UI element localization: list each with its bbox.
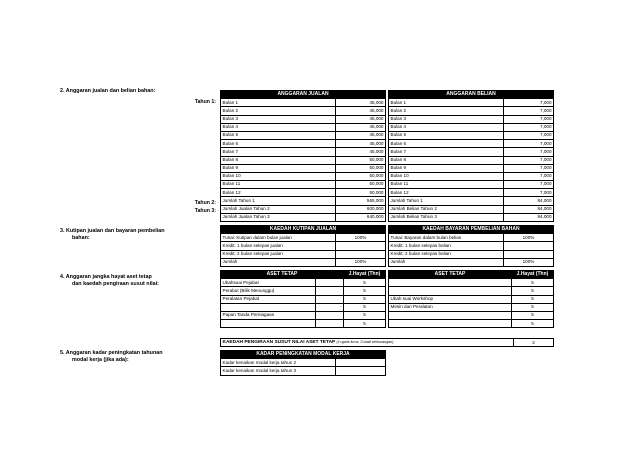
asset-right-row bbox=[389, 287, 554, 295]
sales-row bbox=[221, 205, 386, 213]
sales-value-cell: 50,000 bbox=[336, 172, 386, 180]
asset-left-asset-life-cell: 5 bbox=[344, 279, 386, 287]
working-capital-row bbox=[221, 359, 386, 367]
asset-left-asset-name-cell: Papan Tanda Perniagaan bbox=[221, 311, 316, 319]
payment-row bbox=[389, 250, 554, 258]
asset-left-asset-cost-cell bbox=[316, 279, 344, 287]
sales-value-cell: 45,000 bbox=[336, 140, 386, 148]
asset-right-asset-life-cell: 5 bbox=[512, 311, 554, 319]
depreciation-method-note: (1=garis lurus, 2=baki berkurangan) bbox=[336, 340, 394, 344]
purchase-label-cell: Bulan 11 bbox=[389, 181, 504, 189]
sales-label-cell: Bulan 3 bbox=[221, 115, 336, 123]
purchase-row bbox=[389, 148, 554, 156]
section-5-label bbox=[60, 350, 163, 364]
purchase-value-cell: 7,000 bbox=[504, 148, 554, 156]
asset-right-asset-name-cell bbox=[389, 279, 512, 287]
sales-label-cell: Bulan 5 bbox=[221, 131, 336, 139]
asset-right-asset-life-cell: 5 bbox=[512, 303, 554, 311]
sales-forecast-header: ANGGARAN JUALAN bbox=[221, 91, 386, 99]
sales-label-cell: Bulan 2 bbox=[221, 107, 336, 115]
depreciation-method-table bbox=[220, 338, 554, 347]
collection-row bbox=[221, 242, 386, 250]
section-5-line-1: 5. Anggaran kadar peningkatan tahunan bbox=[60, 350, 163, 356]
asset-life-header-left: J.Hayat (Thn) bbox=[344, 271, 386, 279]
sales-row bbox=[221, 99, 386, 107]
asset-left-asset-cost-cell: - bbox=[316, 303, 344, 311]
collection-method-header: KAEDAH KUTIPAN JUALAN bbox=[221, 226, 386, 234]
payment-method-header: KAEDAH BAYARAN PEMBELIAN BAHAN bbox=[389, 226, 554, 234]
sales-label-cell: Bulan 7 bbox=[221, 148, 336, 156]
purchase-row bbox=[389, 205, 554, 213]
collection-value-cell bbox=[336, 250, 386, 258]
collection-label-cell: Kredit: 1 bulan selepas jualan bbox=[221, 242, 336, 250]
asset-right-asset-name-cell bbox=[389, 311, 512, 319]
payment-value-cell bbox=[504, 242, 554, 250]
working-capital-label-cell: Kadar kenaikan modal kerja tahun 2 bbox=[221, 359, 336, 367]
asset-left-row bbox=[221, 295, 386, 303]
purchase-label-cell: Bulan 1 bbox=[389, 99, 504, 107]
sales-value-cell: 45,000 bbox=[336, 107, 386, 115]
purchase-value-cell: 7,000 bbox=[504, 181, 554, 189]
payment-label-cell: Kredit: 2 bulan selepas belian bbox=[389, 250, 504, 258]
working-capital-value-cell bbox=[336, 359, 386, 367]
purchase-value-cell: 84,000 bbox=[504, 213, 554, 221]
purchase-value-cell: 7,000 bbox=[504, 189, 554, 197]
asset-left-asset-cost-cell bbox=[316, 287, 344, 295]
sales-row bbox=[221, 181, 386, 189]
depreciation-method-text: KAEDAH PENGIRAAN SUSUT NILAI ASET TETAP bbox=[222, 340, 336, 345]
asset-left-row bbox=[221, 279, 386, 287]
asset-right-row bbox=[389, 311, 554, 319]
sales-row bbox=[221, 148, 386, 156]
asset-left-asset-life-cell: 5 bbox=[344, 287, 386, 295]
sales-label-cell: Bulan 1 bbox=[221, 99, 336, 107]
asset-left-asset-name-cell: Ubahsuai Pejabat bbox=[221, 279, 316, 287]
purchase-row bbox=[389, 140, 554, 148]
purchase-value-cell: 7,000 bbox=[504, 172, 554, 180]
purchase-label-cell: Bulan 7 bbox=[389, 148, 504, 156]
purchase-forecast-table bbox=[388, 90, 554, 222]
payment-value-cell bbox=[504, 250, 554, 258]
sales-row bbox=[221, 140, 386, 148]
asset-right-asset-life-cell: 5 bbox=[512, 320, 554, 328]
sales-value-cell: 45,000 bbox=[336, 115, 386, 123]
purchase-row bbox=[389, 189, 554, 197]
sales-label-cell: Jumlah Jualan Tahun 2 bbox=[221, 205, 336, 213]
sales-row bbox=[221, 197, 386, 205]
year-3-label: Tahun 3: bbox=[194, 208, 216, 214]
asset-right-asset-name-cell bbox=[389, 287, 512, 295]
payment-label-cell: Tunai: Bayaran dalam bulan belian bbox=[389, 234, 504, 242]
payment-value-cell: 100% bbox=[504, 234, 554, 242]
purchase-label-cell: Bulan 6 bbox=[389, 140, 504, 148]
purchase-label-cell: Bulan 8 bbox=[389, 156, 504, 164]
payment-method-table bbox=[388, 225, 554, 267]
asset-left-asset-cost-cell bbox=[316, 311, 344, 319]
sales-row bbox=[221, 131, 386, 139]
asset-right-row bbox=[389, 295, 554, 303]
purchase-value-cell: 7,000 bbox=[504, 140, 554, 148]
section-5-line-2: modal kerja (jika ada): bbox=[72, 357, 129, 363]
asset-right-asset-life-cell: 5 bbox=[512, 287, 554, 295]
purchase-row bbox=[389, 156, 554, 164]
asset-left-asset-life-cell: 5 bbox=[344, 320, 386, 328]
purchase-value-cell: 84,000 bbox=[504, 197, 554, 205]
purchase-row bbox=[389, 99, 554, 107]
working-capital-header: KADAR PENINGKATAN MODAL KERJA bbox=[221, 351, 386, 359]
asset-left-row bbox=[221, 287, 386, 295]
section-4-line-1: 4. Anggaran jangka hayat aset tetap bbox=[60, 274, 152, 280]
purchase-label-cell: Bulan 4 bbox=[389, 123, 504, 131]
sales-label-cell: Jumlah Tahun 1 bbox=[221, 197, 336, 205]
asset-left-asset-life-cell: 5 bbox=[344, 311, 386, 319]
purchase-label-cell: Bulan 5 bbox=[389, 131, 504, 139]
working-capital-label-cell: Kadar kenaikan modal kerja tahun 3 bbox=[221, 367, 336, 375]
sales-row bbox=[221, 172, 386, 180]
collection-row bbox=[221, 234, 386, 242]
purchase-label-cell: Bulan 10 bbox=[389, 172, 504, 180]
asset-left-asset-cost-cell bbox=[316, 320, 344, 328]
payment-label-cell: Jumlah bbox=[389, 258, 504, 266]
purchase-value-cell: 7,000 bbox=[504, 164, 554, 172]
purchase-label-cell: Bulan 3 bbox=[389, 115, 504, 123]
purchase-row bbox=[389, 197, 554, 205]
sales-row bbox=[221, 156, 386, 164]
collection-label-cell: Tunai: Kutipan dalam bulan jualan bbox=[221, 234, 336, 242]
sales-row bbox=[221, 213, 386, 221]
collection-method-table bbox=[220, 225, 386, 267]
purchase-value-cell: 7,000 bbox=[504, 107, 554, 115]
sales-row bbox=[221, 123, 386, 131]
purchase-value-cell: 7,000 bbox=[504, 115, 554, 123]
collection-value-cell: 100% bbox=[336, 258, 386, 266]
purchase-label-cell: Bulan 2 bbox=[389, 107, 504, 115]
sales-value-cell: 45,000 bbox=[336, 123, 386, 131]
sales-label-cell: Bulan 6 bbox=[221, 140, 336, 148]
purchase-label-cell: Bulan 12 bbox=[389, 189, 504, 197]
asset-left-asset-name-cell bbox=[221, 303, 316, 311]
payment-row bbox=[389, 234, 554, 242]
purchase-row bbox=[389, 107, 554, 115]
sales-value-cell: 45,000 bbox=[336, 99, 386, 107]
asset-left-asset-name-cell bbox=[221, 320, 316, 328]
purchase-label-cell: Bulan 9 bbox=[389, 164, 504, 172]
section-4-label bbox=[60, 274, 159, 288]
sales-label-cell: Bulan 4 bbox=[221, 123, 336, 131]
sales-label-cell: Bulan 8 bbox=[221, 156, 336, 164]
sales-label-cell: Bulan 12 bbox=[221, 189, 336, 197]
depreciation-method-label bbox=[221, 339, 514, 347]
payment-label-cell: Kredit: 1 bulan selepas belian bbox=[389, 242, 504, 250]
sales-row bbox=[221, 107, 386, 115]
sales-label-cell: Bulan 11 bbox=[221, 181, 336, 189]
asset-right-row bbox=[389, 320, 554, 328]
sales-forecast-table bbox=[220, 90, 386, 222]
asset-left-row bbox=[221, 311, 386, 319]
purchase-value-cell: 7,000 bbox=[504, 123, 554, 131]
collection-value-cell bbox=[336, 242, 386, 250]
purchase-row bbox=[389, 164, 554, 172]
sales-label-cell: Bulan 10 bbox=[221, 172, 336, 180]
payment-row bbox=[389, 242, 554, 250]
sales-value-cell: 45,000 bbox=[336, 148, 386, 156]
fixed-asset-header-left: ASET TETAP bbox=[221, 271, 344, 279]
asset-right-row bbox=[389, 279, 554, 287]
asset-life-header-right: J.Hayat (Thn) bbox=[512, 271, 554, 279]
payment-row bbox=[389, 258, 554, 266]
depreciation-method-value: 2 bbox=[514, 339, 554, 347]
purchase-row bbox=[389, 131, 554, 139]
sales-value-cell: 640,000 bbox=[336, 213, 386, 221]
sales-row bbox=[221, 164, 386, 172]
purchase-value-cell: 7,000 bbox=[504, 131, 554, 139]
asset-left-asset-cost-cell bbox=[316, 295, 344, 303]
asset-left-asset-name-cell: Peralatan Pejabat bbox=[221, 295, 316, 303]
section-4-line-2: dan kaedah pengiraan susut nilai: bbox=[72, 281, 159, 287]
purchase-label-cell: Jumlah Belian Tahun 3 bbox=[389, 213, 504, 221]
year-2-label: Tahun 2: bbox=[194, 200, 216, 206]
asset-left-asset-name-cell: Perabut (Bilik Menunggu) bbox=[221, 287, 316, 295]
collection-row bbox=[221, 250, 386, 258]
sales-value-cell: 45,000 bbox=[336, 131, 386, 139]
sales-row bbox=[221, 115, 386, 123]
asset-right-asset-name-cell bbox=[389, 320, 512, 328]
year-1-label: Tahun 1: bbox=[194, 99, 216, 105]
asset-left-asset-life-cell: 5 bbox=[344, 303, 386, 311]
purchase-value-cell: 7,000 bbox=[504, 156, 554, 164]
fixed-asset-table-right bbox=[388, 270, 554, 328]
purchase-value-cell: 84,000 bbox=[504, 205, 554, 213]
fixed-asset-header-right: ASET TETAP bbox=[389, 271, 512, 279]
section-2-label: 2. Anggaran jualan dan belian bahan: bbox=[60, 88, 156, 94]
purchase-row bbox=[389, 213, 554, 221]
collection-label-cell: Kredit: 2 bulan selepas jualan bbox=[221, 250, 336, 258]
section-3-label bbox=[60, 228, 165, 242]
purchase-row bbox=[389, 172, 554, 180]
sales-value-cell: 565,000 bbox=[336, 197, 386, 205]
collection-label-cell: Jumlah bbox=[221, 258, 336, 266]
sales-value-cell: 50,000 bbox=[336, 164, 386, 172]
section-3-line-1: 3. Kutipan jualan dan bayaran pembelian bbox=[60, 228, 165, 234]
purchase-row bbox=[389, 123, 554, 131]
purchase-forecast-header: ANGGARAN BELIAN bbox=[389, 91, 554, 99]
working-capital-table bbox=[220, 350, 386, 376]
working-capital-row bbox=[221, 367, 386, 375]
collection-value-cell: 100% bbox=[336, 234, 386, 242]
fixed-asset-table-left bbox=[220, 270, 386, 328]
asset-right-asset-life-cell: 5 bbox=[512, 279, 554, 287]
sales-value-cell: 50,000 bbox=[336, 156, 386, 164]
asset-left-row bbox=[221, 303, 386, 311]
asset-left-asset-life-cell: 5 bbox=[344, 295, 386, 303]
sales-label-cell: Jumlah Jualan Tahun 3 bbox=[221, 213, 336, 221]
sales-value-cell: 50,000 bbox=[336, 189, 386, 197]
asset-right-row bbox=[389, 303, 554, 311]
collection-row bbox=[221, 258, 386, 266]
payment-value-cell: 100% bbox=[504, 258, 554, 266]
purchase-row bbox=[389, 115, 554, 123]
asset-right-asset-life-cell: 5 bbox=[512, 295, 554, 303]
asset-right-asset-name-cell: Ubah suai Workshop bbox=[389, 295, 512, 303]
sales-value-cell: 600,000 bbox=[336, 205, 386, 213]
sales-value-cell: 50,000 bbox=[336, 181, 386, 189]
purchase-value-cell: 7,000 bbox=[504, 99, 554, 107]
purchase-label-cell: Jumlah Belian Tahun 2 bbox=[389, 205, 504, 213]
asset-left-row bbox=[221, 320, 386, 328]
asset-right-asset-name-cell: Mesin dan Peralatan bbox=[389, 303, 512, 311]
purchase-row bbox=[389, 181, 554, 189]
section-3-line-2: bahan: bbox=[72, 235, 90, 241]
purchase-label-cell: Jumlah Tahun 1 bbox=[389, 197, 504, 205]
sales-label-cell: Bulan 9 bbox=[221, 164, 336, 172]
working-capital-value-cell bbox=[336, 367, 386, 375]
sales-row bbox=[221, 189, 386, 197]
